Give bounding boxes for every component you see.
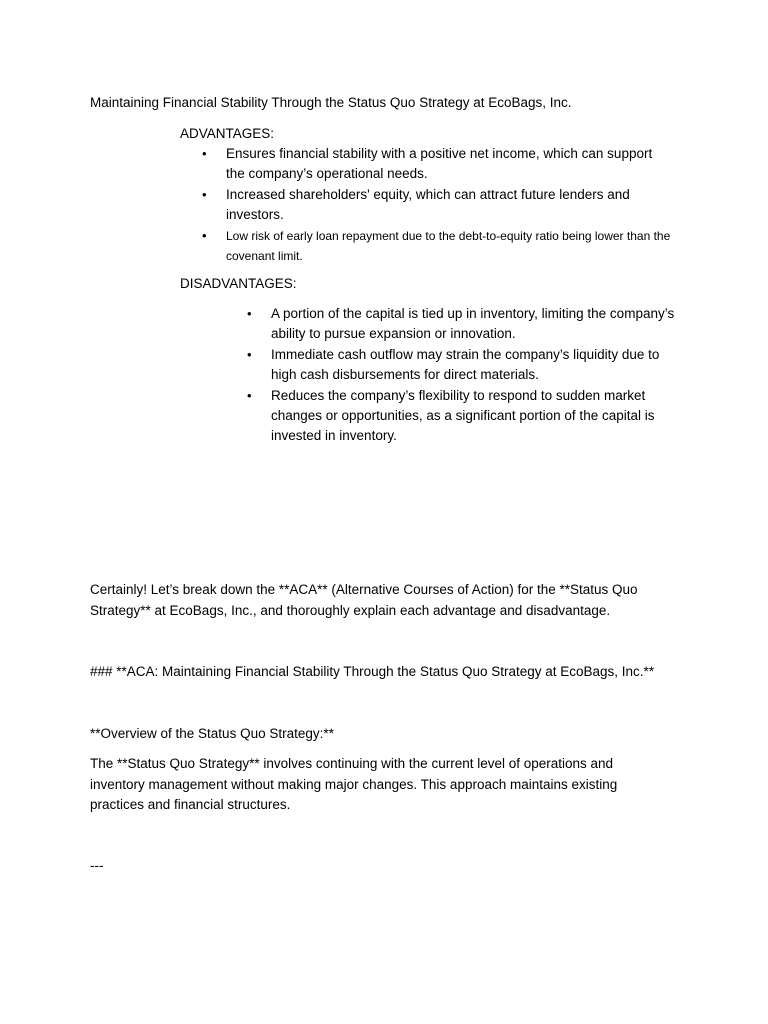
list-item [202,226,672,266]
advantages-label: ADVANTAGES: [180,126,275,141]
list-item-text: A portion of the capital is tied up in inventory, limiting the company’s ability to pursue expansion or innovation. [271,306,675,342]
bullet-icon: • [247,306,252,321]
overview-paragraph: The **Status Quo Strategy** involves continuing with the current level of operations and inventory management without making major changes. This approach maintains existing practices and financial structures. [90,756,618,813]
intro-paragraph: Certainly! Let’s break down the **ACA** (Alternative Courses of Action) for the **Status Quo Strategy** at EcoBags, Inc., and thoroughly explain each advantage and disadvantage. [90,582,638,618]
list-item [202,185,672,226]
list-item-text: Increased shareholders' equity, which can attract future lenders and investors. [226,186,630,223]
bullet-icon: • [247,346,252,362]
list-item [247,345,681,386]
bullet-icon: • [202,146,207,161]
list-item [247,304,681,345]
overview-heading: **Overview of the Status Quo Strategy:** [90,726,334,741]
list-item-text: Ensures financial stability with a positive net income, which can support the company’s operational needs. [226,146,653,182]
advantages-list [202,144,672,266]
disadvantages-label: DISADVANTAGES: [180,276,297,291]
bullet-icon: • [247,387,252,403]
horizontal-rule-text: --- [90,858,104,873]
bullet-icon: • [202,227,207,243]
list-item [202,144,672,185]
document-title: Maintaining Financial Stability Through the Status Quo Strategy at EcoBags, Inc. [90,95,572,110]
list-item-text: Immediate cash outflow may strain the company’s liquidity due to high cash disbursements for direct materials. [271,346,660,383]
list-item-text: Low risk of early loan repayment due to the debt-to-equity ratio being lower than the covenant limit. [226,228,671,263]
list-item-text: Reduces the company’s flexibility to respond to sudden market changes or opportunities, as a significant portion of the capital is invested in inventory. [271,387,655,444]
disadvantages-list [247,304,681,447]
bullet-icon: • [202,186,207,202]
aca-heading: ### **ACA: Maintaining Financial Stability Through the Status Quo Strategy at EcoBags, Inc.** [90,664,655,679]
list-item [247,386,681,447]
